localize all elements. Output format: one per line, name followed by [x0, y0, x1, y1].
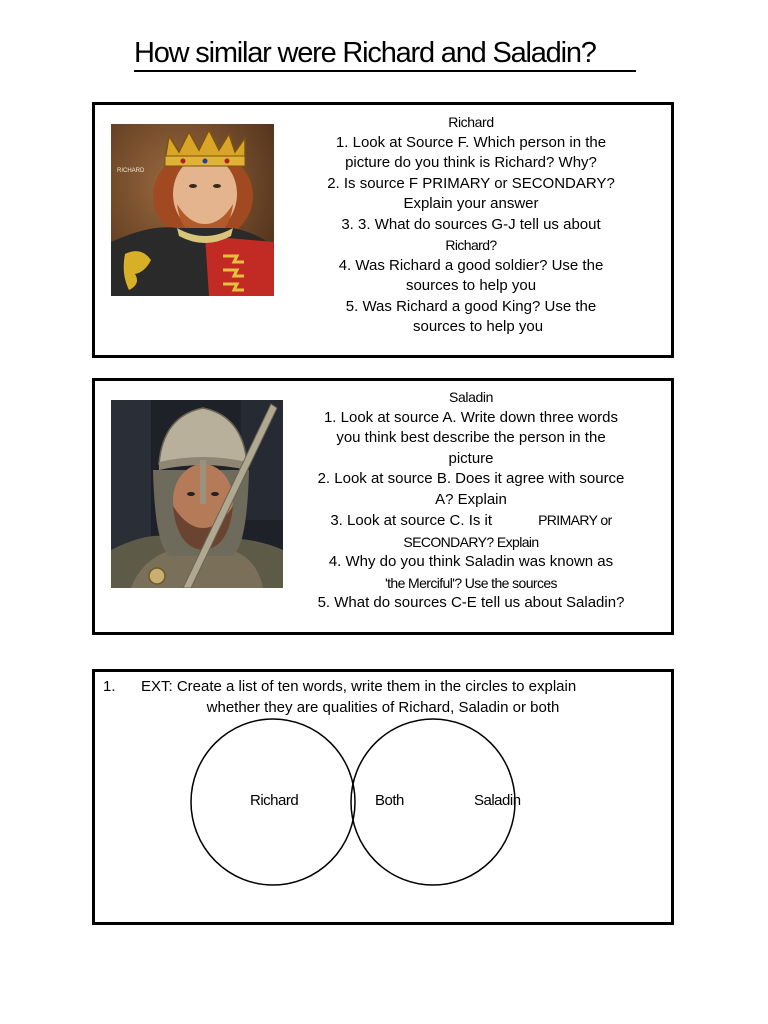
saladin-line-6b: PRIMARY or — [538, 512, 612, 528]
saladin-line-4: 2. Look at source B. Does it agree with source — [317, 470, 625, 487]
page-title: How similar were Richard and Saladin? — [134, 36, 636, 72]
richard-line-9: 5. Was Richard a good King? Use the — [345, 297, 597, 315]
extension-instruction-line-2: whether they are qualities of Richard, Saladin or both — [206, 699, 560, 716]
richard-line-5: 3. 3. What do sources G-J tell us about — [341, 215, 601, 233]
richard-line-3: 2. Is source F PRIMARY or SECONDARY? — [327, 174, 615, 192]
extension-number: 1. — [103, 678, 116, 695]
saladin-line-5: A? Explain — [435, 490, 507, 508]
richard-questions — [285, 112, 657, 338]
venn-label-saladin: Saladin — [474, 792, 521, 809]
richard-line-1: 1. Look at Source F. Which person in the — [335, 133, 607, 151]
venn-label-richard: Richard — [250, 792, 299, 809]
saladin-line-3: picture — [448, 449, 494, 467]
extension-section — [92, 669, 674, 925]
saladin-section — [92, 378, 674, 635]
saladin-line-9: 'the Merciful'? Use the sources — [385, 574, 557, 591]
saladin-heading: Saladin — [449, 389, 493, 405]
richard-line-4: Explain your answer — [403, 195, 539, 212]
richard-portrait-label: RICHARD — [117, 168, 145, 174]
saladin-line-6a: 3. Look at source C. Is it — [330, 512, 493, 529]
extension-text-1: EXT: Create a list of ten words, write them in the circles to explain — [141, 678, 577, 695]
saladin-questions — [281, 387, 661, 614]
richard-line-10: sources to help you — [413, 318, 544, 335]
saladin-line-8: 4. Why do you think Saladin was known as — [328, 553, 614, 570]
saladin-line-7: SECONDARY? Explain — [403, 533, 539, 550]
venn-label-both: Both — [375, 792, 404, 809]
richard-line-2: picture do you think is Richard? Why? — [345, 154, 597, 171]
richard-line-6: Richard? — [445, 237, 497, 253]
saladin-line-6-row — [281, 510, 661, 532]
richard-section — [92, 102, 674, 358]
saladin-line-1: 1. Look at source A. Write down three words — [323, 408, 619, 426]
richard-line-8: sources to help you — [405, 277, 537, 294]
saladin-portrait — [111, 400, 283, 588]
richard-heading: Richard — [448, 114, 494, 130]
saladin-line-10: 5. What do sources C-E tell us about Saladin? — [317, 594, 625, 611]
richard-line-7: 4. Was Richard a good soldier? Use the — [338, 256, 604, 274]
saladin-line-2: you think best describe the person in the — [336, 429, 606, 446]
richard-portrait — [111, 124, 274, 296]
